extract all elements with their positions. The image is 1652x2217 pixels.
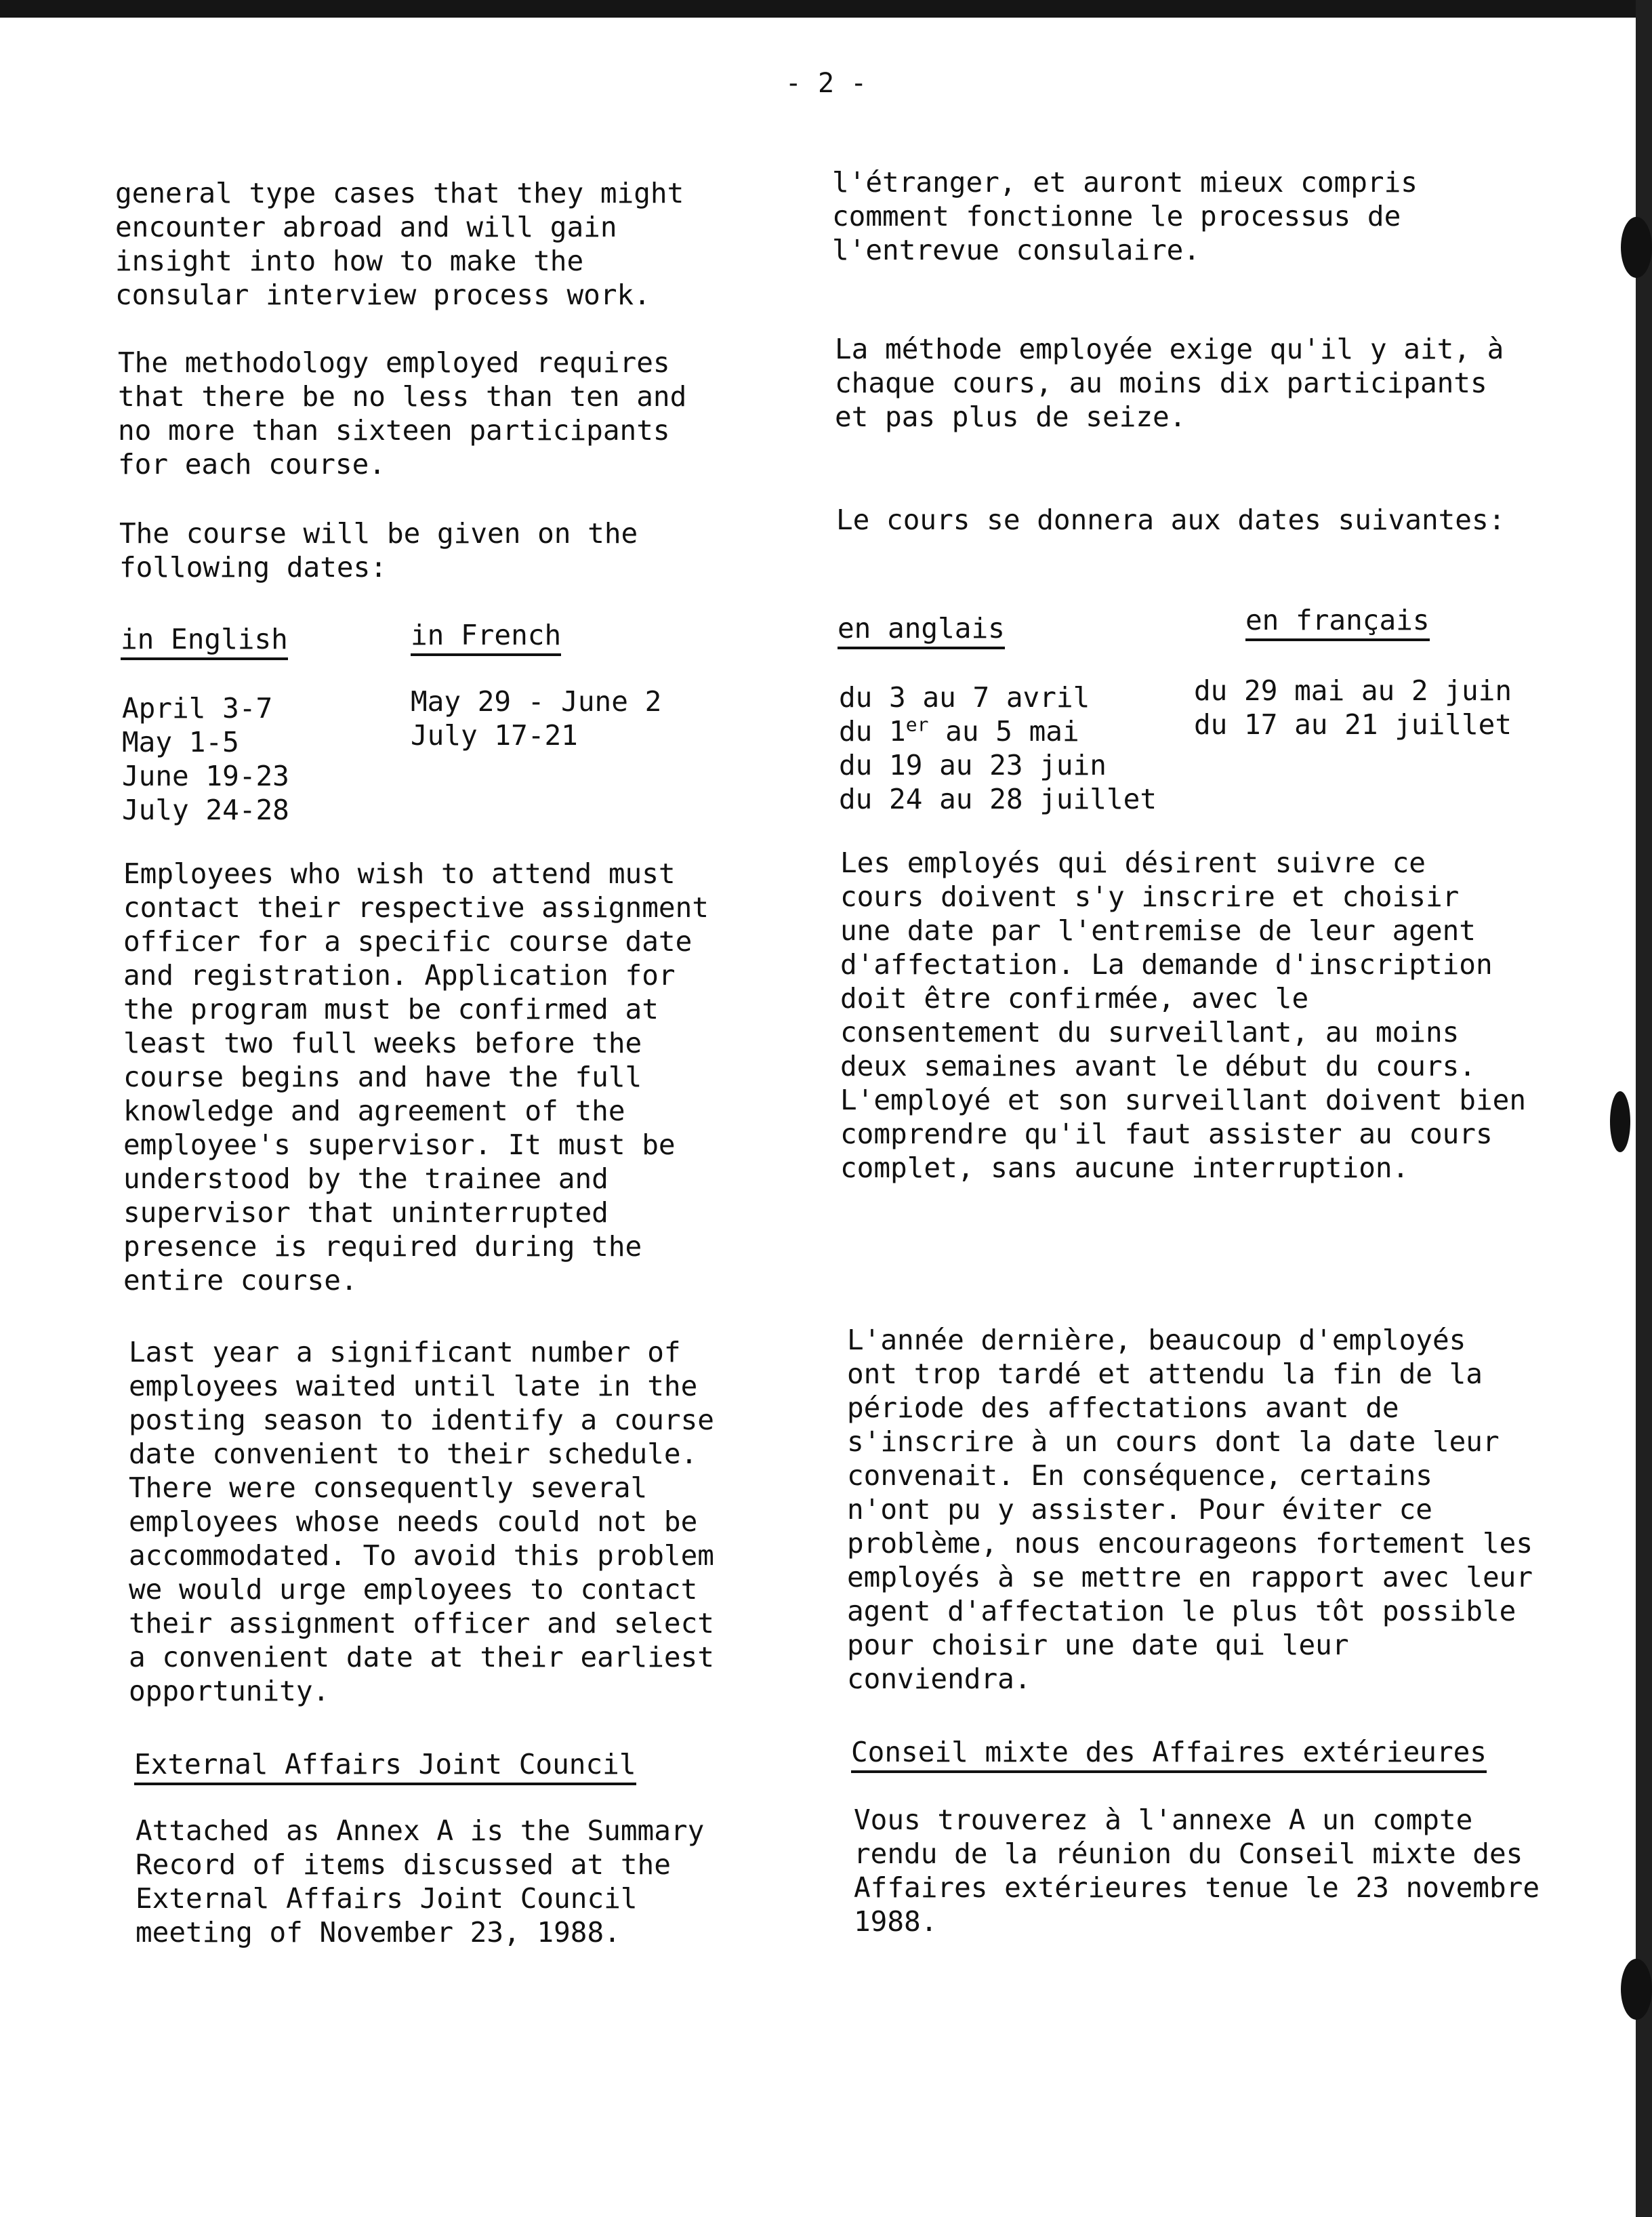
fr-intro-continuation: l'étranger, et auront mieux compris comment fonctionne le processus de l'entrevue consulaire. <box>832 166 1418 266</box>
en-methodology-paragraph: The methodology employed requires that there be no less than ten and no more than sixteen participants for each course. <box>118 346 687 481</box>
scan-right-edge <box>1636 0 1652 2217</box>
fr-council-paragraph: Vous trouverez à l'annexe A un compte rendu de la réunion du Conseil mixte des Affaires extérieures tenue le 23 novembre 1988. <box>854 1804 1540 1938</box>
en-english-dates-heading: in English <box>121 622 288 660</box>
fr-last-year-paragraph: L'année dernière, beaucoup d'employés ont trop tardé et attendu la fin de la période des affectations avant de s'inscrire à un cours dont la date leur convenait. En conséquence, certains n'ont pu y assister. Pour éviter ce problème, nous encourageons fortement les employés à se mettre en rapport avec leur agent d'affectation le plus tôt possible pour choisir une date qui leur conviendra. <box>847 1324 1533 1695</box>
binder-hole-top <box>1621 217 1652 278</box>
en-french-dates-list: May 29 - June 2 July 17-21 <box>411 685 662 752</box>
fr-english-date-4: du 24 au 28 juillet <box>839 783 1157 815</box>
fr-english-date-1: du 3 au 7 avril <box>839 681 1090 714</box>
fr-council-heading: Conseil mixte des Affaires extérieures <box>851 1735 1487 1773</box>
en-council-paragraph: Attached as Annex A is the Summary Record of items discussed at the External Affairs Joint Council meeting of November 23, 1988. <box>136 1814 705 1949</box>
en-registration-paragraph: Employees who wish to attend must contact their respective assignment officer for a specific course date and registration. Application for the program must be confirmed at least two full weeks before the course begins and have the full knowledge and agreement of the employee's supervisor. It must be understood by the trainee and supervisor that uninterrupted presence is required during the entire course. <box>123 857 709 1297</box>
en-course-dates-intro: The course will be given on the following dates: <box>119 517 638 584</box>
fr-french-dates-list: du 29 mai au 2 juin du 17 au 21 juillet <box>1194 674 1512 741</box>
fr-english-dates-heading: en anglais <box>838 611 1005 649</box>
fr-french-dates-heading: en français <box>1245 603 1430 641</box>
fr-registration-paragraph: Les employés qui désirent suivre ce cours doivent s'y inscrire et choisir une date par l'entremise de leur agent d'affectation. La demande d'inscription doit être confirmée, avec le consentement du surveillant, au moins deux semaines avant le début du cours. L'employé et son surveillant doivent bien comprendre qu'il faut assister au cours complet, sans aucune interruption. <box>840 847 1527 1184</box>
en-english-dates-list: April 3-7 May 1-5 June 19-23 July 24-28 <box>122 692 289 826</box>
fr-methodology-paragraph: La méthode employée exige qu'il y ait, à chaque cours, au moins dix participants et pas plus de seize. <box>835 333 1504 433</box>
en-last-year-paragraph: Last year a significant number of employees waited until late in the posting season to identify a course date convenient to their schedule. There were consequently several employees whose needs could not be accommodated. To avoid this problem we would urge employees to contact their assignment officer and select a convenient date at their earliest opportunity. <box>129 1336 714 1707</box>
binder-hole-middle <box>1610 1091 1630 1152</box>
fr-english-date-3: du 19 au 23 juin <box>839 749 1107 781</box>
en-french-dates-heading: in French <box>411 618 561 656</box>
binder-hole-bottom <box>1621 1959 1652 2020</box>
page-number: - 2 - <box>785 68 867 99</box>
fr-english-dates-list <box>839 680 1157 816</box>
en-intro-continuation: general type cases that they might encounter abroad and will gain insight into how to make the consular interview process work. <box>115 177 684 311</box>
fr-english-date-2: du 1er au 5 mai <box>839 713 1079 748</box>
en-council-heading: External Affairs Joint Council <box>134 1747 636 1785</box>
scan-top-border <box>0 0 1652 18</box>
fr-course-dates-intro: Le cours se donnera aux dates suivantes: <box>836 504 1506 536</box>
